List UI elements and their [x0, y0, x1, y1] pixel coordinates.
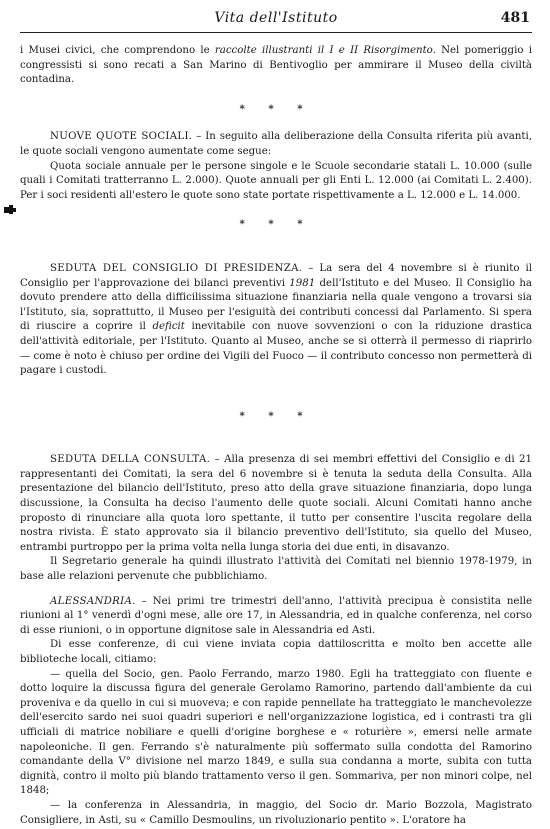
section-separator: * * *: [239, 102, 313, 115]
quote-details: Quota sociale annuale per le persone singole e le Scuole secondarie statali L. 10.000 (sulle quali i Comitati tratterranno L. 2.000). Quote annuali per gli Enti L. 12.000 (ai Comitati L. 2.400). Per i soci residenti all'estero le quote sono state portate rispettivamente a L. 12.000 e L. 14.000.: [20, 160, 532, 201]
page-header: [20, 6, 532, 33]
section-separator: * * *: [239, 409, 313, 422]
intro-text-cont: Nel pomeriggio i congressisti si sono recati a San Marino di Bentivoglio per ammirare il Museo della civiltà contadina.: [20, 45, 532, 86]
page-body: [20, 44, 532, 828]
consulta-heading: SEDUTA DELLA CONSULTA.: [50, 454, 211, 466]
page-number: 481: [500, 10, 530, 26]
consiglio-year: 1981: [289, 277, 316, 289]
consulta-secretary: Il Segretario generale ha quindi illustrato l'attività dei Comitati nel biennio 1978-1979, in base alle relazioni pervenute che pubblichiamo.: [20, 556, 532, 583]
intro-paragraph: [20, 44, 532, 88]
section-separator: * * *: [239, 218, 313, 231]
alessandria-text: – Nei primi tre trimestri dell'anno, l'attività precipua è consistita nelle riunioni al 1° venerdì d'ogni mese, alle ore 17, in Alessandria, ed in qualche conferenza, nel corso di esse riunioni, o in opportune dignitose sale in Alessandria ed Asti.: [20, 595, 532, 636]
intro-emphasis: raccolte illustranti il I e II Risorgimento.: [214, 45, 436, 56]
consiglio-text-end: inevitabile con nuove sovvenzioni o con la riduzione drastica dell'attività editoriale, per l'Istituto. Quanto al Museo, anche se si otterrà il permesso di riaprirlo — come è noto è chiuso per ordine dei Vigili del Fuoco — il contributo concesso non permetterà di pagare i custodi.: [20, 321, 532, 377]
alessandria-conferences: Di esse conferenze, di cui viene inviata copia dattiloscritta e molto ben accette alle biblioteche locali, citiamo:: [20, 639, 532, 665]
consiglio-text: – La sera del 4 novembre si è riunito il Consiglio per l'approvazione dei bilanci preventivi: [20, 262, 533, 289]
margin-mark-icon: [4, 205, 16, 214]
quote-heading: NUOVE QUOTE SOCIALI.: [50, 131, 193, 143]
alessandria-paragraph: [20, 595, 532, 639]
consiglio-deficit: deficit: [152, 321, 185, 333]
consulta-paragraph: [20, 453, 532, 555]
consiglio-heading: SEDUTA DEL CONSIGLIO DI PRESIDENZA.: [50, 262, 303, 274]
quote-text: – In seguito alla deliberazione della Consulta riferita più avanti, le quote sociali vengono aumentate come segue:: [20, 131, 532, 157]
consiglio-paragraph: [20, 262, 532, 379]
alessandria-heading: ALESSANDRIA.: [50, 595, 136, 607]
alessandria-bozzola: — la conferenza in Alessandria, in maggio, del Socio dr. Mario Bozzola, Magistrato Consigliere, in Asti, su « Camillo Desmoulins, un rivoluzionario pentito ». L'oratore ha: [20, 799, 532, 826]
consulta-text: – Alla presenza di sei membri effettivi del Consiglio e di 21 rappresentanti dei Comitati, la sera del 6 novembre si è tenuta la seduta della Consulta. Alla presentazione del bilancio dell'Istituto, preso atto della grave situazione finanziaria, dopo lunga discussione, la Consulta ha deciso l'aumento delle quote sociali. Alcuni Comitati hanno anche proposto di rinunciare alla quota loro spettante, il tutto per consentire l'uscita regolare della nostra rivista. È stato approvato sia il bilancio preventivo dell'Istituto, sia quello del Museo, entrambi purtroppo per la prima volta nella lunga storia dei due enti, in disavanzo.: [20, 454, 532, 553]
consiglio-text-cont: dell'Istituto e del Museo. Il Consiglio ha dovuto prendere atto della difficilissima situazione finanziaria nella quale vengono a trovarsi sia l'Istituto, sia, soprattutto, il Museo per l'esiguità dei contributi concessi dal Parlamento. Si spera di riuscire a coprire il: [20, 277, 532, 333]
quote-paragraph: [20, 130, 532, 159]
running-title: Vita dell'Istituto: [214, 10, 338, 26]
alessandria-ferrando: — quella del Socio, gen. Paolo Ferrando, marzo 1980. Egli ha tratteggiato con fluente e dotto loquire la discussa figura del generale Gerolamo Ramorino, partendo dall'ambiente da cui proveniva e da quello in cui si muoveva; e con rapide pennellate ha tratteggiato le manchevolezze dell'esercito sardo nei suoi quadri superiori e nell'organizzazione logistica, ed i contrasti tra gli ufficiali di matrice nobiliare e quelli d'origine borghese e « roturière », emersi nelle armate napoleoniche. Il gen. Ferrando s'è naturalmente più soffermato sulla condotta del Ramorino comandante della V° divisione nel marzo 1849, e sulla sua condanna a morte, subita con tutta dignità, contro il molto più blando trattamento verso il gen. Sommariva, per non minori colpe, nel 1848;: [20, 668, 532, 797]
intro-text: i Musei civici, che comprendono le: [20, 45, 215, 56]
